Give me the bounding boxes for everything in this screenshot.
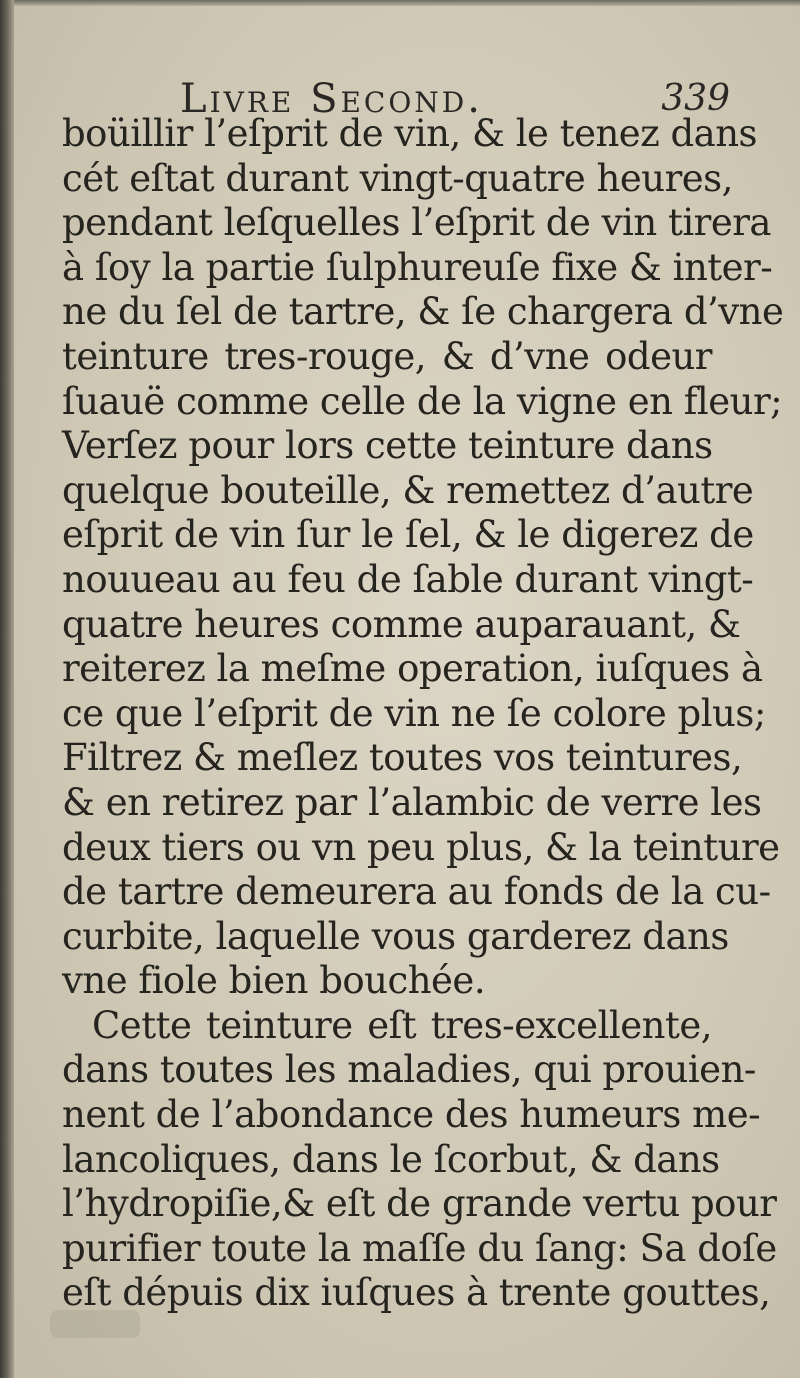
text-line: curbite, laquelle vous garderez dans xyxy=(62,914,729,958)
page-top-edge xyxy=(14,0,800,6)
text-line: cét eſtat durant vingt-quatre heures, xyxy=(62,156,733,200)
page-number: 339 xyxy=(661,78,730,119)
text-line: boüillir l’eſprit de vin, & le tenez dans xyxy=(62,112,758,155)
text-line: & en retirez par l’alambic de verre les xyxy=(62,780,762,824)
text-line: quatre heures comme auparauant, & xyxy=(62,602,741,646)
book-gutter-edge xyxy=(0,0,14,1378)
text-line: nouueau au feu de ſable durant vingt- xyxy=(62,557,754,601)
text-line: ne du ſel de tartre, & ſe chargera d’vne xyxy=(62,290,784,334)
body-text xyxy=(62,112,784,1316)
text-line: ce que l’eſprit de vin ne ſe colore plus; xyxy=(62,691,766,735)
text-line: reiterez la meſme operation, iuſques à xyxy=(62,647,763,691)
text-line: lancoliques, dans le ſcorbut, & dans xyxy=(62,1137,720,1181)
text-line: ſuauë comme celle de la vigne en fleur; xyxy=(62,379,783,423)
text-line: purifier toute la maſſe du ſang: Sa doſe xyxy=(62,1226,777,1270)
text-line: de tartre demeurera au fonds de la cu- xyxy=(62,870,771,914)
text-line: dans toutes les maladies, qui prouien- xyxy=(62,1048,756,1092)
text-line: nent de l’abondance des humeurs me- xyxy=(62,1093,761,1137)
text-line: à ſoy la partie ſulphureuſe fixe & inter- xyxy=(62,245,773,289)
text-line: eſprit de vin ſur le ſel, & le digerez de xyxy=(62,513,754,557)
text-line: pendant leſquelles l’eſprit de vin tirera xyxy=(62,201,771,245)
text-line: teinture tres-rouge, & d’vne odeur xyxy=(62,334,712,378)
text-line: l’hydropiſie,& eſt de grande vertu pour xyxy=(62,1182,777,1226)
text-line: quelque bouteille, & remettez d’autre xyxy=(62,468,754,512)
running-head: Livre Second. xyxy=(180,76,483,122)
text-line: Filtrez & meſlez toutes vos teintures, xyxy=(62,736,743,780)
show-through-smudge xyxy=(50,1310,140,1338)
text-line-paragraph-start: Cette teinture eſt tres-excellente, xyxy=(92,1003,712,1047)
text-line: deux tiers ou vn peu plus, & la teinture xyxy=(62,825,780,869)
text-line: eſt dépuis dix iuſques à trente gouttes, xyxy=(62,1271,771,1315)
text-line: Verſez pour lors cette teinture dans xyxy=(62,424,713,468)
text-line-paragraph-end: vne fiole bien bouchée. xyxy=(62,959,486,1003)
